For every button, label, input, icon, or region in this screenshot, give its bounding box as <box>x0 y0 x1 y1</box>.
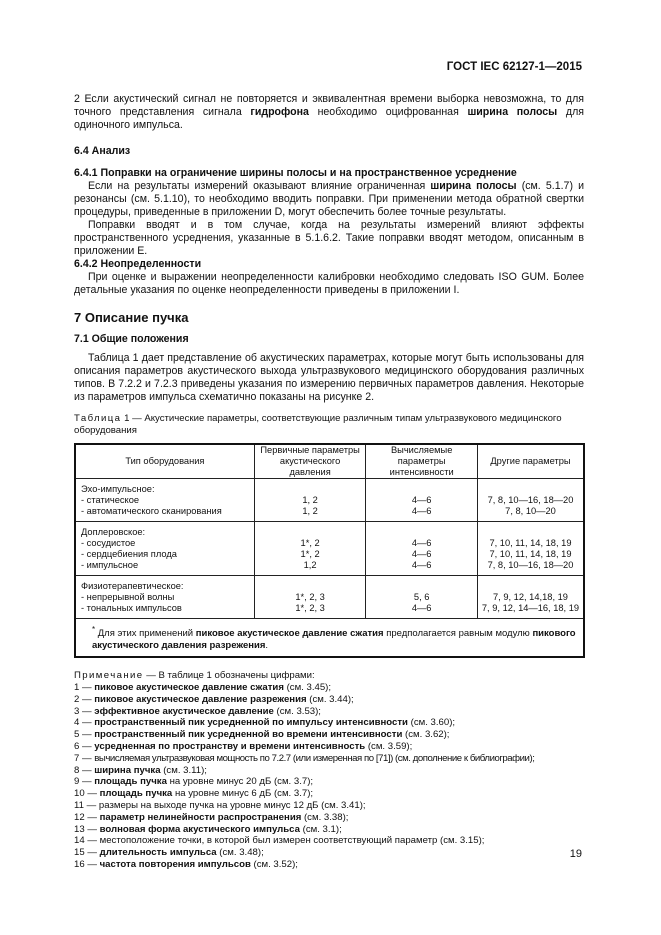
note-term: пиковое акустическое давление разрежения <box>94 693 307 705</box>
paragraph-text: Если на результаты измерений оказывают влияние ограниченная <box>88 180 431 192</box>
note-number: 7 — <box>74 752 95 764</box>
cell-value: 1,2 <box>303 560 317 570</box>
note-text: на уровне минус 6 дБ (см. 3.7); <box>172 788 314 800</box>
table-header-cell: Вычисляемые параметры интенсивности <box>366 444 478 479</box>
row-label: - непрерывной волны <box>81 592 175 602</box>
note-text: (см. 3.62); <box>402 729 450 741</box>
note-number: 14 — <box>74 835 100 847</box>
cell-value: 7, 8, 10—16, 18—20 <box>487 560 574 570</box>
paragraph-text: (см. 5.1.7) и резонансы (см. 5.1.10), то необходимо вводить поправки. При применении метода обратной свертки процедуры, приведенные в приложении D, могут обеспечить более точные результаты. <box>74 180 585 218</box>
cell-value: 7, 9, 12, 14—16, 18, 19 <box>481 603 580 613</box>
note-text: на уровне минус 20 дБ (см. 3.7); <box>166 776 314 788</box>
note-term: площадь пучка <box>99 788 173 800</box>
row-label: - статическое <box>81 495 140 505</box>
note-term: площадь пучка <box>94 776 167 788</box>
note-item <box>74 741 584 753</box>
table-cell-type <box>75 522 254 576</box>
table-cell-intensity <box>366 522 478 576</box>
note-item <box>74 776 584 788</box>
note-term: эффективное акустическое давление <box>94 705 274 717</box>
term-bandwidth: ширина полосы <box>430 180 517 192</box>
cell-value: 7, 8, 10—16, 18—20 <box>487 495 574 505</box>
table-caption-label: Таблица <box>74 413 122 424</box>
row-label: - сосудистое <box>81 538 136 548</box>
note-item <box>74 824 584 836</box>
cell-value: 7, 8, 10—20 <box>505 506 556 516</box>
note-number: 6 — <box>74 740 95 752</box>
note-text: (см. 3.48); <box>216 847 264 859</box>
note-number: 10 — <box>74 788 100 800</box>
notes-label: Примечание <box>74 670 144 682</box>
note-number: 5 — <box>74 729 95 741</box>
paragraph <box>74 180 584 219</box>
cell-value: 1, 2 <box>302 506 318 516</box>
note-item <box>74 765 584 777</box>
section-7-title: 7 Описание пучка <box>74 310 189 325</box>
note-number: 4 — <box>74 717 95 729</box>
footnote-term: пиковое акустическое давление сжатия <box>195 628 384 640</box>
footnote-text: предполагается равным модулю <box>383 628 533 640</box>
intro-note <box>74 93 584 132</box>
paragraph: При оценке и выражении неопределенности калибровки необходимо следовать ISO GUM. Более детальные указания по оценке неопределенности приведены в приложении I. <box>74 271 584 296</box>
notes-header <box>74 670 584 682</box>
acoustic-parameters-table <box>74 443 585 658</box>
note-item <box>74 729 584 741</box>
note-item <box>74 800 584 812</box>
note-term: ширина пучка <box>94 764 161 776</box>
table-cell-pressure <box>254 522 366 576</box>
cell-value: 1*, 2, 3 <box>295 603 325 613</box>
table-cell-other <box>477 522 584 576</box>
table-cell-pressure <box>254 479 366 522</box>
note-term: пиковое акустическое давление сжатия <box>94 681 284 693</box>
section-6-4-1-title: 6.4.1 Поправки на ограничение ширины полосы и на пространственное усреднение <box>74 167 517 179</box>
note-text: (см. 3.1); <box>299 823 342 835</box>
note-text: местоположение точки, в которой был измерен соответствующий параметр (см. 3.15); <box>99 835 485 847</box>
note-text: размеры на выходе пучка на уровне минус 12 дБ (см. 3.41); <box>98 799 366 811</box>
table-header-cell: Тип оборудования <box>75 444 254 479</box>
page-body <box>74 93 584 871</box>
table-group-physiotherapy <box>75 576 584 619</box>
footnote-marker: * <box>92 625 96 634</box>
cell-value: 1*, 2 <box>300 538 320 548</box>
row-label: - тональных импульсов <box>81 603 182 613</box>
section-6-4-2-title: 6.4.2 Неопределенности <box>74 258 202 270</box>
note-text: (см. 3.60); <box>407 717 456 729</box>
group-name: Доплеровское: <box>81 527 146 537</box>
note-term: частота повторения импульсов <box>99 858 251 870</box>
cell-value: 4—6 <box>411 506 432 516</box>
paragraph: Поправки вводят и в том случае, когда на результаты измерений влияют эффекты пространственного усреднения, указанные в 5.1.6.2. Такие поправки вводят методом, описанным в приложении E. <box>74 219 584 257</box>
note-item <box>74 847 584 859</box>
note-text: (см. 3.38); <box>301 811 349 823</box>
cell-value: 1, 2 <box>302 495 318 505</box>
note-item <box>74 859 584 871</box>
cell-value: 7, 10, 11, 14, 18, 19 <box>489 538 572 548</box>
table-cell-intensity <box>366 576 478 619</box>
table-cell-other <box>477 479 584 522</box>
table-cell-type <box>75 576 254 619</box>
note-item <box>74 753 584 765</box>
note-text: вычисляемая ультразвуковая мощность по 7.2.7 (или измеренная по [71]) (см. дополнение к библиографии); <box>94 752 535 764</box>
cell-value: 4—6 <box>411 560 432 570</box>
cell-value: 4—6 <box>411 603 432 613</box>
note-number: 2 — <box>74 693 95 705</box>
note-number: 11 — <box>74 799 99 811</box>
note-term: параметр нелинейности распространения <box>99 811 302 823</box>
group-name: Эхо-импульсное: <box>81 484 155 494</box>
note-text: (см. 3.11); <box>160 764 207 776</box>
note-term: волновая форма акустического импульса <box>99 823 300 835</box>
note-number: 13 — <box>74 823 100 835</box>
cell-value: 5, 6 <box>413 592 430 602</box>
note-number: 12 — <box>74 811 100 823</box>
group-name: Физиотерапевтическое: <box>81 581 184 591</box>
page-number: 19 <box>569 848 582 860</box>
intro-text: для одиночного импульса. <box>74 106 584 131</box>
cell-value: 7, 10, 11, 14, 18, 19 <box>489 549 572 559</box>
row-label: - автоматического сканирования <box>81 506 222 516</box>
section-6-4-title: 6.4 Анализ <box>74 145 131 157</box>
cell-value: 4—6 <box>411 538 432 548</box>
note-item <box>74 682 584 694</box>
table-cell-intensity <box>366 479 478 522</box>
note-item <box>74 788 584 800</box>
note-text: (см. 3.59); <box>365 740 413 752</box>
table-cell-type <box>75 479 254 522</box>
cell-value: 1*, 2, 3 <box>295 592 325 602</box>
table-header-cell: Первичные параметры акустического давления <box>254 444 366 479</box>
table-group-doppler <box>75 522 584 576</box>
section-7-1-title: 7.1 Общие положения <box>74 333 189 345</box>
paragraph: Таблица 1 дает представление об акустических параметрах, которые могут быть использованы для описания параметров акустического выхода ультразвукового медицинского оборудования различных типов. В 7.2.2 и 7.2.3 приведены указания по измерению первичных параметров давления. Некоторые из параметров импульса схематично показаны на рисунке 2. <box>74 352 584 403</box>
note-text: (см. 3.45); <box>283 681 332 693</box>
intro-text: 2 Если акустический сигнал не повторяется и эквивалентная времени выборка невозможна, то для точного представления сигнала <box>74 93 584 118</box>
row-label: - импульсное <box>81 560 139 570</box>
table-cell-pressure <box>254 576 366 619</box>
table-header-cell: Другие параметры <box>477 444 584 479</box>
cell-value: 4—6 <box>411 495 432 505</box>
note-item <box>74 694 584 706</box>
note-term: пространственный пик усредненной по импульсу интенсивности <box>94 717 408 729</box>
cell-value: 7, 9, 12, 14,18, 19 <box>493 592 568 602</box>
table-caption <box>74 413 584 436</box>
intro-term-hydrophone: гидрофона <box>250 106 309 118</box>
intro-term-bandwidth: ширина полосы <box>467 106 558 118</box>
intro-text: необходимо оцифрованная <box>308 106 468 118</box>
note-term: пространственный пик усредненной во времени интенсивности <box>94 729 403 741</box>
notes-intro: — В таблице 1 обозначены цифрами: <box>143 670 315 682</box>
table-footnote-row <box>75 619 584 658</box>
footnote-text: Для этих применений <box>95 628 196 640</box>
cell-value: 1*, 2 <box>300 549 320 559</box>
note-number: 1 — <box>74 681 95 693</box>
note-item <box>74 717 584 729</box>
note-text: (см. 3.52); <box>250 858 298 870</box>
note-item <box>74 706 584 718</box>
row-label: - сердцебиения плода <box>81 549 177 559</box>
note-term: длительность импульса <box>99 847 217 859</box>
table-caption-text: 1 — Акустические параметры, соответствующие различным типам ультразвукового медицинского оборудования <box>74 413 562 436</box>
note-number: 3 — <box>74 705 95 717</box>
table-notes <box>74 670 584 871</box>
table-cell-other <box>477 576 584 619</box>
note-item <box>74 812 584 824</box>
note-term: усредненная по пространству и времени интенсивность <box>94 740 366 752</box>
table-footnote <box>75 619 584 658</box>
note-item <box>74 835 584 847</box>
document-code: ГОСТ IEC 62127-1—2015 <box>446 61 582 73</box>
note-text: (см. 3.53); <box>273 705 321 717</box>
note-text: (см. 3.44); <box>306 693 354 705</box>
note-number: 8 — <box>74 764 95 776</box>
footnote-term: пикового акустического давления разрежения <box>92 628 576 651</box>
footnote-text: . <box>265 639 269 651</box>
note-number: 15 — <box>74 847 100 859</box>
table-header-row <box>75 444 584 479</box>
notes-list <box>74 682 584 871</box>
table-group-echo <box>75 479 584 522</box>
note-number: 16 — <box>74 858 100 870</box>
cell-value: 4—6 <box>411 549 432 559</box>
note-number: 9 — <box>74 776 95 788</box>
